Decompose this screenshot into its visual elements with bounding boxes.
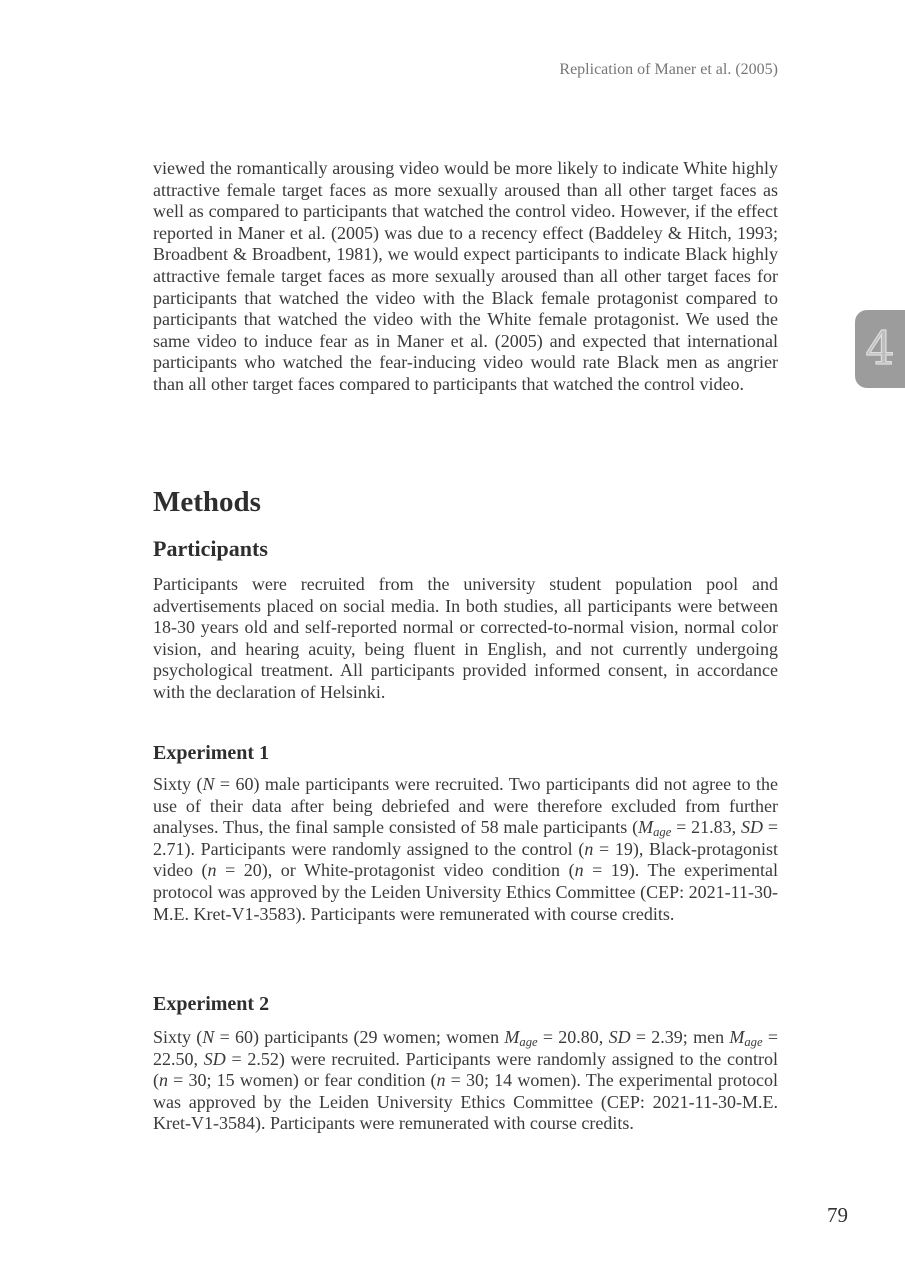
experiment1-heading: Experiment 1 <box>153 742 270 764</box>
intro-paragraph: viewed the romantically arousing video would be more likely to indicate White highly attractive female target faces as more sexually aroused than all other target faces as well as compared to participants that watched the control video. However, if the effect reported in Maner et al. (2005) was due to a recency effect (Baddeley & Hitch, 1993; Broadbent & Broadbent, 1981), we would expect participants to indicate Black highly attractive female target faces as more sexually aroused than all other target faces for participants that watched the video with the Black female protagonist compared to participants that watched the video with the White female protagonist. We used the same video to induce fear as in Maner et al. (2005) and expected that international participants who watched the fear-inducing video would rate Black men as angrier than all other target faces compared to participants that watched the control video. <box>153 158 778 394</box>
chapter-tab <box>855 310 905 388</box>
running-header: Replication of Maner et al. (2005) <box>559 61 778 78</box>
participants-paragraph: Participants were recruited from the university student population pool and advertisements placed on social media. In both studies, all participants were between 18-30 years old and self-reported normal or corrected-to-normal vision, normal color vision, and hearing acuity, being fluent in English, and not currently undergoing psychological treatment. All participants provided informed consent, in accordance with the declaration of Helsinki. <box>153 574 778 702</box>
experiment2-paragraph: Sixty (N = 60) participants (29 women; women $M_{age} = 20.80$, SD = 2.39; men $M_{age} = 22.50$, SD = 2.52) were recruited. Participants were randomly assigned to the control (n = 30; 15 women) or fear condition (n = 30; 14 women). The experimental protocol was approved by the Leiden University Ethics Committee (CEP: 2021-11-30-M.E. Kret-V1-3584). Participants were remunerated with course credits. <box>153 1027 779 1134</box>
chapter-number: 4 <box>865 321 895 375</box>
participants-heading: Participants <box>153 536 268 562</box>
page-number: 79 <box>827 1203 848 1227</box>
experiment2-heading: Experiment 2 <box>153 993 270 1015</box>
experiment1-paragraph: Sixty (N = 60) male participants were recruited. Two participants did not agree to the use of their data after being debriefed and were therefore excluded from further analyses. Thus, the final sample consisted of 58 male participants ($M_{age} = 21.83$, SD = 2.71). Participants were randomly assigned to the control (n = 19), Black-protagonist video (n = 20), or White-protagonist video condition (n = 19). The experimental protocol was approved by the Leiden University Ethics Committee (CEP: 2021-11-30-M.E. Kret-V1-3583). Participants were remunerated with course credits. <box>153 774 779 924</box>
methods-heading: Methods <box>153 486 261 519</box>
